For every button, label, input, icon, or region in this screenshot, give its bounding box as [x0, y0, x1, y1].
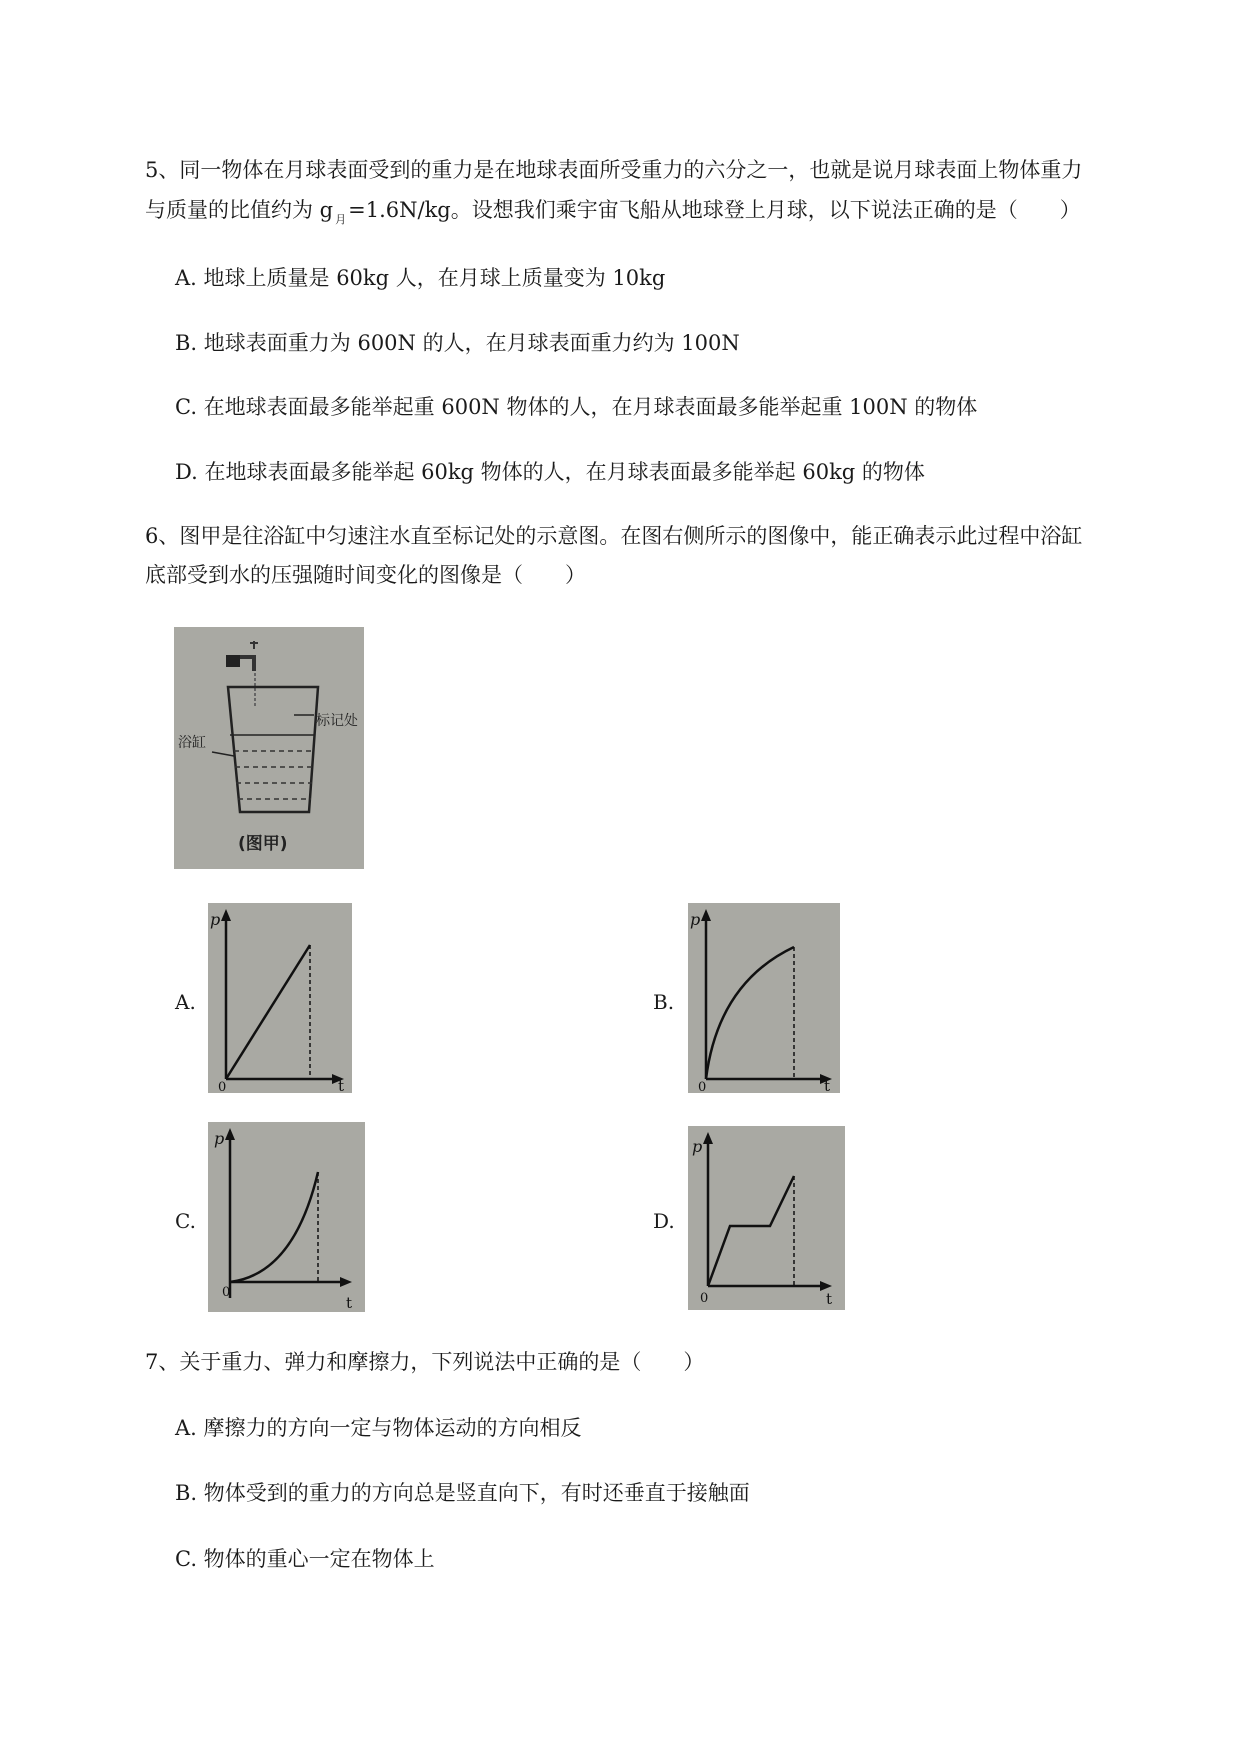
graph-c-xlabel: t	[346, 1294, 353, 1312]
q5-stem-line2	[145, 196, 1081, 228]
graph-d-origin: 0	[700, 1291, 709, 1306]
graph-b-ylabel: p	[690, 910, 701, 929]
graph-d	[688, 1126, 845, 1310]
q7-option-b: B. 物体受到的重力的方向总是竖直向下，有时还垂直于接触面	[175, 1481, 750, 1505]
q7-option-a: A. 摩擦力的方向一定与物体运动的方向相反	[175, 1416, 582, 1440]
figure-bathtub	[174, 627, 364, 869]
graph-c-ylabel: p	[214, 1129, 225, 1148]
label-mark: 标记处	[316, 713, 358, 729]
graph-a-origin: 0	[218, 1080, 227, 1093]
graph-d-ylabel: p	[692, 1137, 703, 1156]
graph-label-c: C.	[175, 1209, 196, 1233]
q7-option-c: C. 物体的重心一定在物体上	[175, 1547, 435, 1571]
label-tub: 浴缸	[178, 735, 206, 751]
graph-c	[208, 1122, 365, 1312]
graph-a-xlabel: t	[338, 1077, 345, 1093]
q5-option-a: A. 地球上质量是 60kg 人，在月球上质量变为 10kg	[175, 266, 666, 290]
faucet-icon	[226, 655, 240, 667]
graph-b-curve	[706, 947, 794, 1079]
graph-a	[208, 903, 352, 1093]
q5-stem-line2-a: 与质量的比值约为 g	[145, 198, 334, 222]
q5-stem-line1: 5、同一物体在月球表面受到的重力是在地球表面所受重力的六分之一，也就是说月球表面上物体重力	[145, 158, 1083, 182]
q5-stem-subscript: 月	[335, 213, 347, 226]
graph-b-xlabel: t	[824, 1077, 831, 1093]
graph-label-b: B.	[653, 990, 675, 1014]
graph-c-origin: 0	[222, 1285, 231, 1300]
graph-b-origin: 0	[698, 1080, 707, 1093]
tub-outline	[228, 687, 318, 812]
graph-a-curve	[226, 945, 310, 1079]
graph-label-d: D.	[653, 1209, 675, 1233]
graph-d-curve	[708, 1176, 794, 1286]
graph-d-xlabel: t	[826, 1290, 833, 1308]
q6-stem-line2: 底部受到水的压强随时间变化的图像是（ ）	[145, 563, 586, 587]
bathtub-diagram	[174, 627, 364, 869]
q6-stem-line1: 6、图甲是往浴缸中匀速注水直至标记处的示意图。在图右侧所示的图像中，能正确表示此过程中浴缸	[145, 524, 1083, 548]
graph-c-curve	[230, 1172, 318, 1282]
graph-b	[688, 903, 840, 1093]
q5-stem-line2-b: =1.6N/kg。设想我们乘宇宙飞船从地球登上月球，以下说法正确的是（ ）	[348, 198, 1081, 222]
figure-caption: (图甲)	[238, 834, 288, 854]
q5-option-c: C. 在地球表面最多能举起重 600N 物体的人，在月球表面最多能举起重 100N 的物体	[175, 395, 978, 419]
graph-a-ylabel: p	[210, 910, 221, 929]
q5-option-d: D. 在地球表面最多能举起 60kg 物体的人，在月球表面最多能举起 60kg 的物体	[175, 460, 925, 484]
q7-stem: 7、关于重力、弹力和摩擦力，下列说法中正确的是（ ）	[145, 1350, 705, 1374]
graph-label-a: A.	[175, 990, 196, 1014]
q5-option-b: B. 地球表面重力为 600N 的人，在月球表面重力约为 100N	[175, 331, 740, 355]
